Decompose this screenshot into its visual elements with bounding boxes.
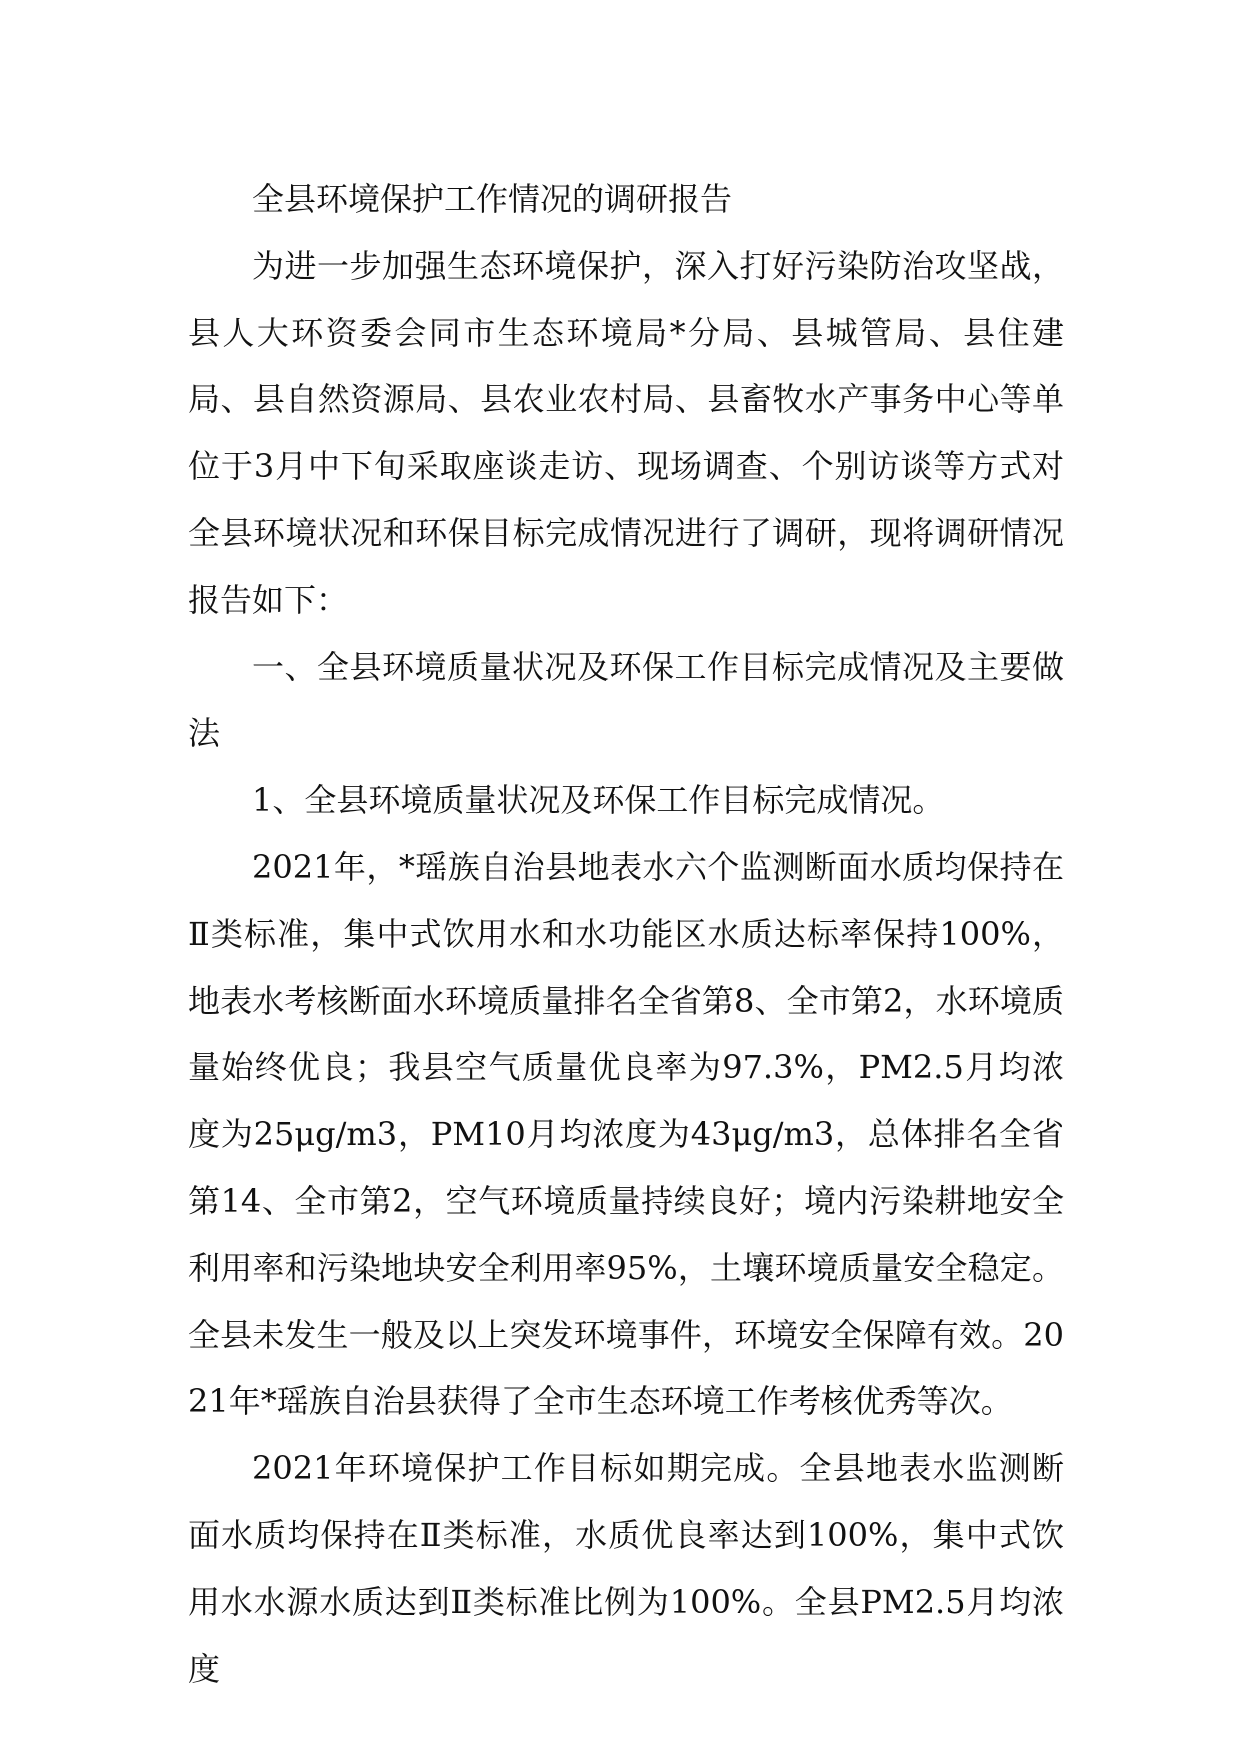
section-heading-1: 一、全县环境质量状况及环保工作目标完成情况及主要做法 xyxy=(188,647,1064,753)
intro-paragraph: 为进一步加强生态环境保护，深入打好污染防治攻坚战，县人大环资委会同市生态环境局*分局、县城管局、县住建局、县自然资源局、县农业农村局、县畜牧水产事务中心等单位于3月中下旬采取座谈走访、现场调查、个别访谈等方式对全县环境状况和环保目标完成情况进行了调研，现将调研情况报告如下： xyxy=(188,246,1064,619)
document-body xyxy=(188,166,1064,1702)
targets-completion-paragraph: 2021年环境保护工作目标如期完成。全县地表水监测断面水质均保持在Ⅱ类标准，水质优良率达到100%，集中式饮用水水源水质达到Ⅱ类标准比例为100%。全县PM2.5月均浓度 xyxy=(188,1449,1064,1688)
document-title: 全县环境保护工作情况的调研报告 xyxy=(252,180,733,218)
subsection-heading-1: 1、全县环境质量状况及环保工作目标完成情况。 xyxy=(252,781,945,820)
environment-quality-paragraph: 2021年，*瑶族自治县地表水六个监测断面水质均保持在Ⅱ类标准，集中式饮用水和水功能区水质达标率保持100%，地表水考核断面水环境质量排名全省第8、全市第2，水环境质量始终优良；我县空气质量优良率为97.3%，PM2.5月均浓度为25μg/m3，PM10月均浓度为43μg/m3，总体排名全省第14、全市第2，空气环境质量持续良好；境内污染耕地安全利用率和污染地块安全利用率95%，土壤环境质量安全稳定。全县未发生一般及以上突发环境事件，环境安全保障有效。2021年*瑶族自治县获得了全市生态环境工作考核优秀等次。 xyxy=(188,847,1064,1421)
